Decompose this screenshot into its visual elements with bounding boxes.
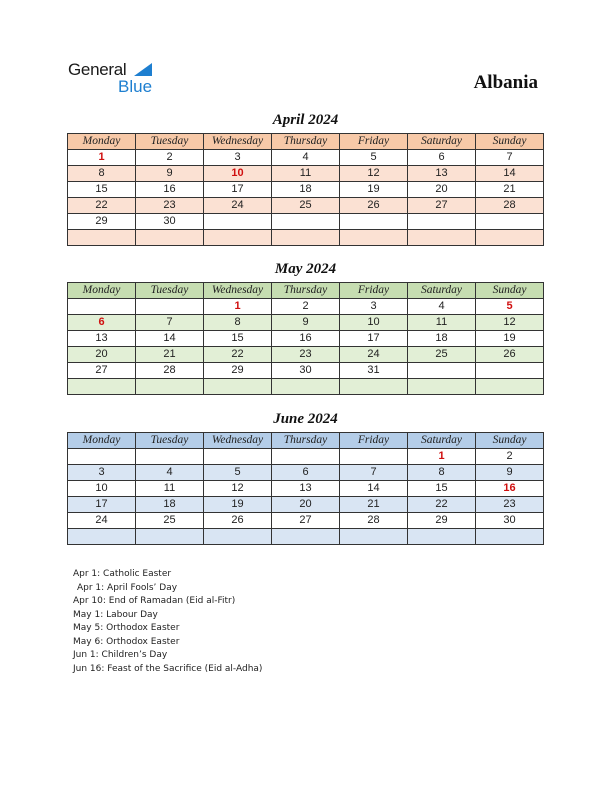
day-cell: 24	[68, 513, 136, 529]
week-row	[68, 230, 544, 246]
day-cell: 22	[204, 347, 272, 363]
day-cell: 2	[476, 449, 544, 465]
day-cell	[68, 230, 136, 246]
day-cell: 21	[340, 497, 408, 513]
day-cell: 21	[476, 182, 544, 198]
day-cell	[68, 449, 136, 465]
weekday-header: Saturday	[408, 134, 476, 150]
day-cell	[340, 379, 408, 395]
weekday-header: Saturday	[408, 283, 476, 299]
weekday-header: Friday	[340, 134, 408, 150]
month-title-april: April 2024	[272, 112, 339, 128]
day-cell	[204, 230, 272, 246]
day-cell: 2	[272, 299, 340, 315]
day-cell: 16	[272, 331, 340, 347]
weekday-header: Thursday	[272, 283, 340, 299]
day-cell	[340, 214, 408, 230]
holiday-note: Apr 1: Catholic Easter	[73, 569, 172, 579]
week-row	[68, 331, 544, 347]
day-cell: 26	[340, 198, 408, 214]
holiday-note: May 5: Orthodox Easter	[73, 623, 180, 633]
holiday-notes	[73, 568, 262, 676]
weekday-header: Saturday	[408, 433, 476, 449]
month-title-may: May 2024	[274, 261, 337, 277]
day-cell	[408, 230, 476, 246]
day-cell	[408, 379, 476, 395]
day-cell: 5	[476, 299, 544, 315]
day-cell: 12	[340, 166, 408, 182]
weekday-header: Thursday	[272, 433, 340, 449]
day-cell: 9	[476, 465, 544, 481]
day-cell: 17	[204, 182, 272, 198]
weekday-header: Wednesday	[204, 134, 272, 150]
holiday-note: Jun 16: Feast of the Sacrifice (Eid al-Adha)	[73, 663, 263, 674]
day-cell: 4	[408, 299, 476, 315]
day-cell: 25	[136, 513, 204, 529]
day-cell: 29	[204, 363, 272, 379]
day-cell: 20	[408, 182, 476, 198]
day-cell: 19	[204, 497, 272, 513]
holiday-note: May 6: Orthodox Easter	[73, 636, 180, 647]
day-cell: 1	[408, 449, 476, 465]
day-cell: 13	[408, 166, 476, 182]
day-cell: 15	[408, 481, 476, 497]
day-cell: 29	[68, 214, 136, 230]
day-cell: 11	[136, 481, 204, 497]
day-cell: 13	[272, 481, 340, 497]
weekday-header-row	[68, 283, 544, 299]
day-cell	[272, 230, 340, 246]
day-cell	[204, 529, 272, 545]
weekday-header: Monday	[68, 134, 136, 150]
day-cell: 28	[476, 198, 544, 214]
day-cell: 15	[204, 331, 272, 347]
weekday-header: Tuesday	[136, 433, 204, 449]
holiday-note: Jun 1: Children’s Day	[73, 650, 168, 660]
logo	[68, 60, 168, 96]
day-cell: 16	[136, 182, 204, 198]
day-cell: 4	[136, 465, 204, 481]
day-cell: 7	[340, 465, 408, 481]
week-row	[68, 363, 544, 379]
weekday-header: Monday	[68, 283, 136, 299]
day-cell: 10	[340, 315, 408, 331]
day-cell: 28	[136, 363, 204, 379]
day-cell: 30	[136, 214, 204, 230]
day-cell: 9	[136, 166, 204, 182]
day-cell	[68, 299, 136, 315]
day-cell	[408, 363, 476, 379]
weekday-header-row	[68, 134, 544, 150]
week-row	[68, 449, 544, 465]
calendar-april	[67, 133, 544, 246]
day-cell: 18	[408, 331, 476, 347]
day-cell: 10	[68, 481, 136, 497]
day-cell	[476, 379, 544, 395]
weekday-header: Wednesday	[204, 283, 272, 299]
day-cell	[272, 449, 340, 465]
day-cell	[204, 379, 272, 395]
weekday-header: Thursday	[272, 134, 340, 150]
logo-triangle-icon	[134, 63, 152, 76]
day-cell: 9	[272, 315, 340, 331]
day-cell: 3	[204, 150, 272, 166]
day-cell	[136, 299, 204, 315]
logo-text-blue: Blue	[118, 77, 153, 96]
day-cell: 17	[340, 331, 408, 347]
day-cell: 28	[340, 513, 408, 529]
day-cell: 31	[340, 363, 408, 379]
day-cell: 15	[68, 182, 136, 198]
weekday-header: Sunday	[476, 283, 544, 299]
week-row	[68, 347, 544, 363]
logo-text-general: General	[68, 60, 127, 79]
day-cell: 1	[68, 150, 136, 166]
day-cell: 23	[476, 497, 544, 513]
day-cell	[68, 529, 136, 545]
calendar-may	[67, 282, 544, 395]
day-cell	[204, 214, 272, 230]
day-cell: 22	[408, 497, 476, 513]
day-cell: 13	[68, 331, 136, 347]
day-cell	[408, 529, 476, 545]
calendar-june	[67, 432, 544, 545]
week-row	[68, 182, 544, 198]
day-cell: 4	[272, 150, 340, 166]
day-cell: 19	[340, 182, 408, 198]
day-cell: 17	[68, 497, 136, 513]
week-row	[68, 214, 544, 230]
day-cell: 1	[204, 299, 272, 315]
day-cell: 14	[476, 166, 544, 182]
weekday-header: Wednesday	[204, 433, 272, 449]
day-cell: 24	[204, 198, 272, 214]
weekday-header: Friday	[340, 433, 408, 449]
day-cell: 7	[476, 150, 544, 166]
weekday-header: Tuesday	[136, 283, 204, 299]
day-cell: 8	[68, 166, 136, 182]
day-cell: 25	[408, 347, 476, 363]
week-row	[68, 379, 544, 395]
day-cell	[272, 214, 340, 230]
day-cell: 11	[272, 166, 340, 182]
day-cell	[476, 214, 544, 230]
week-row	[68, 529, 544, 545]
week-row	[68, 299, 544, 315]
day-cell: 26	[476, 347, 544, 363]
day-cell: 25	[272, 198, 340, 214]
day-cell: 12	[204, 481, 272, 497]
day-cell	[136, 379, 204, 395]
day-cell: 6	[408, 150, 476, 166]
day-cell: 3	[340, 299, 408, 315]
day-cell: 2	[136, 150, 204, 166]
day-cell: 26	[204, 513, 272, 529]
day-cell	[204, 449, 272, 465]
day-cell: 20	[68, 347, 136, 363]
week-row	[68, 315, 544, 331]
holiday-note: Apr 10: End of Ramadan (Eid al-Fitr)	[73, 596, 236, 606]
day-cell: 14	[136, 331, 204, 347]
day-cell: 21	[136, 347, 204, 363]
day-cell: 3	[68, 465, 136, 481]
day-cell: 5	[204, 465, 272, 481]
day-cell: 11	[408, 315, 476, 331]
day-cell: 18	[272, 182, 340, 198]
weekday-header: Tuesday	[136, 134, 204, 150]
day-cell: 19	[476, 331, 544, 347]
day-cell: 20	[272, 497, 340, 513]
day-cell: 5	[340, 150, 408, 166]
day-cell	[272, 379, 340, 395]
day-cell: 30	[272, 363, 340, 379]
week-row	[68, 481, 544, 497]
week-row	[68, 166, 544, 182]
day-cell: 27	[68, 363, 136, 379]
day-cell: 23	[272, 347, 340, 363]
day-cell	[340, 529, 408, 545]
day-cell: 7	[136, 315, 204, 331]
country-title: Albania	[473, 72, 538, 93]
day-cell: 23	[136, 198, 204, 214]
day-cell	[68, 379, 136, 395]
day-cell: 24	[340, 347, 408, 363]
day-cell	[476, 529, 544, 545]
day-cell: 6	[68, 315, 136, 331]
weekday-header: Sunday	[476, 433, 544, 449]
day-cell: 8	[408, 465, 476, 481]
day-cell: 16	[476, 481, 544, 497]
weekday-header-row	[68, 433, 544, 449]
day-cell: 27	[272, 513, 340, 529]
week-row	[68, 465, 544, 481]
weekday-header: Sunday	[476, 134, 544, 150]
week-row	[68, 513, 544, 529]
day-cell	[340, 230, 408, 246]
day-cell: 10	[204, 166, 272, 182]
week-row	[68, 497, 544, 513]
day-cell: 12	[476, 315, 544, 331]
day-cell	[272, 529, 340, 545]
holiday-note: Apr 1: April Fools’ Day	[77, 582, 178, 593]
week-row	[68, 198, 544, 214]
day-cell	[136, 529, 204, 545]
holiday-note: May 1: Labour Day	[73, 609, 158, 620]
day-cell: 30	[476, 513, 544, 529]
day-cell: 14	[340, 481, 408, 497]
day-cell	[136, 230, 204, 246]
day-cell: 27	[408, 198, 476, 214]
day-cell	[136, 449, 204, 465]
weekday-header: Friday	[340, 283, 408, 299]
day-cell	[408, 214, 476, 230]
weekday-header: Monday	[68, 433, 136, 449]
month-title-june: June 2024	[273, 411, 338, 427]
day-cell	[476, 230, 544, 246]
week-row	[68, 150, 544, 166]
day-cell	[476, 363, 544, 379]
day-cell: 8	[204, 315, 272, 331]
day-cell: 22	[68, 198, 136, 214]
day-cell: 6	[272, 465, 340, 481]
day-cell: 18	[136, 497, 204, 513]
day-cell	[340, 449, 408, 465]
day-cell: 29	[408, 513, 476, 529]
